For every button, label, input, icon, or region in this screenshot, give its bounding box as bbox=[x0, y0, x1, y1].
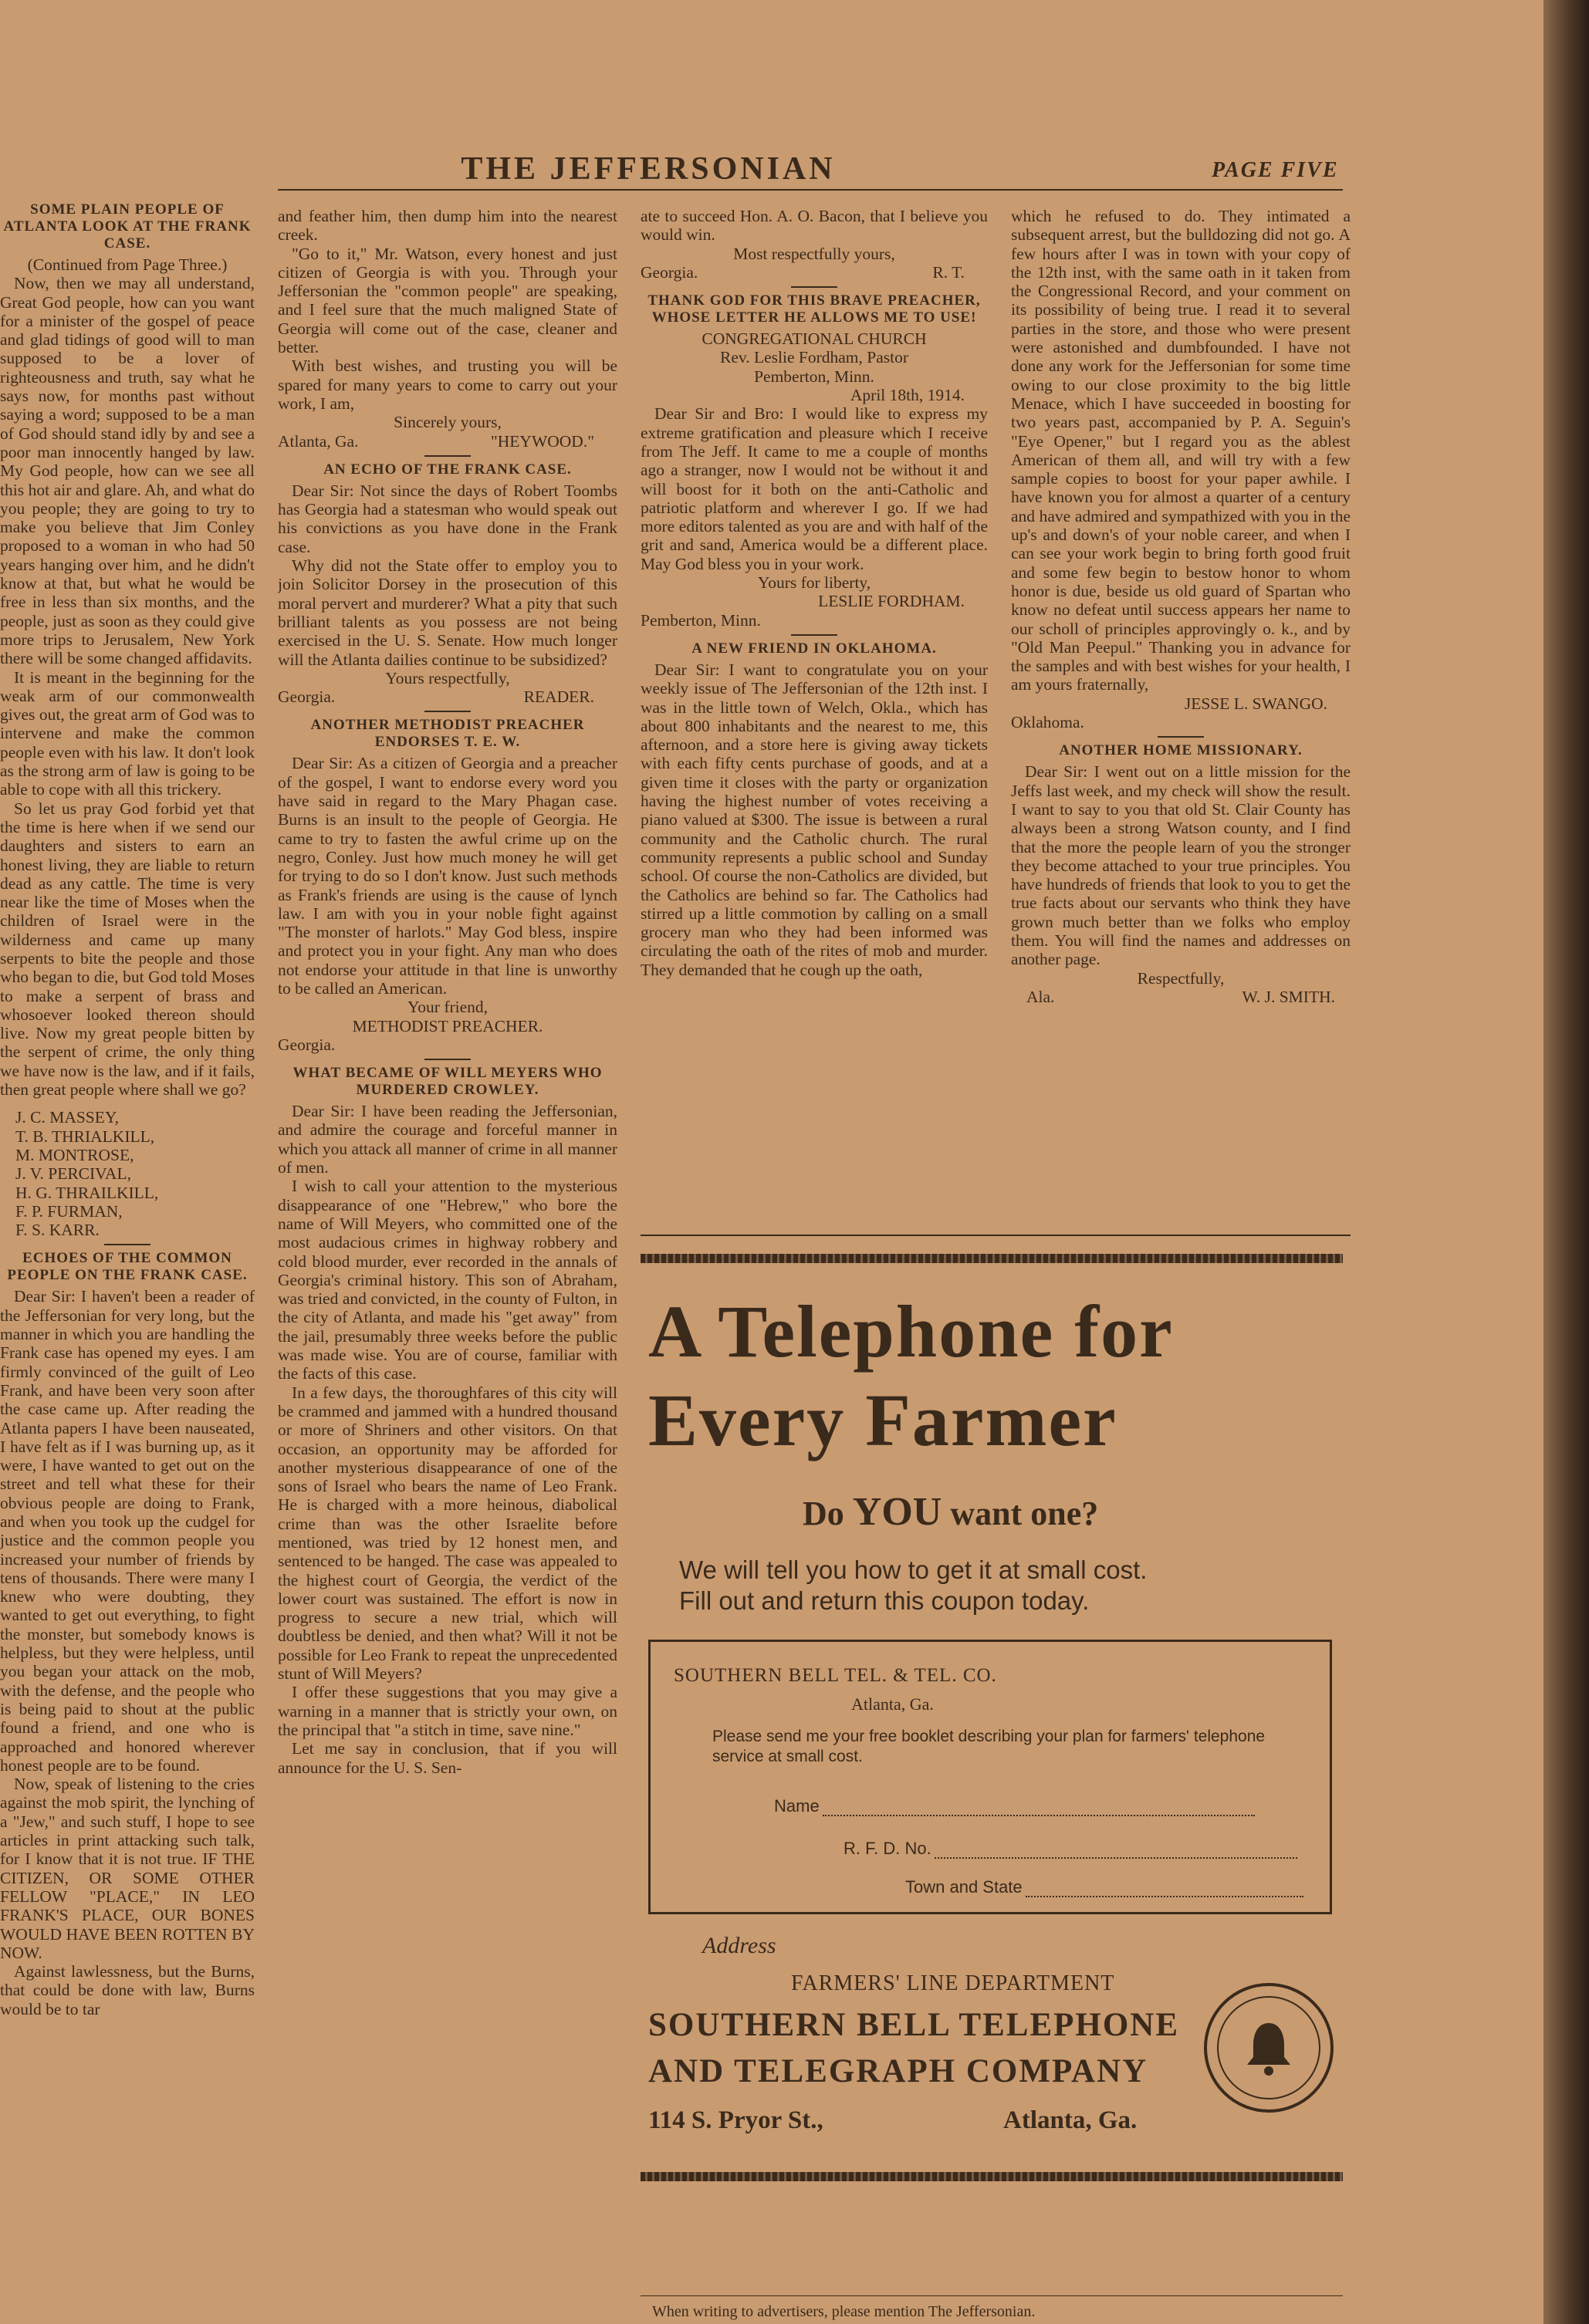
separator bbox=[424, 711, 471, 712]
ad-sub-c: want one? bbox=[942, 1495, 1099, 1532]
town-label: Town and State bbox=[905, 1877, 1023, 1897]
paragraph: Against lawlessness, but the Burns, that could be done with law, Burns would be to tar bbox=[0, 1962, 255, 2018]
paragraph: "Go to it," Mr. Watson, every honest and just citizen of Georgia is with you. Through your Jeffersonian the "common people" are speaking, and I feel sure that the much maligned State of Georgia will come out of the case, cleaner and better. bbox=[278, 244, 617, 357]
paragraph: ate to succeed Hon. A. O. Bacon, that I believe you would win. bbox=[641, 207, 988, 245]
ad-body bbox=[679, 1555, 1297, 1616]
rfd-blank[interactable] bbox=[935, 1843, 1297, 1859]
footer-rule bbox=[641, 2295, 1343, 2296]
column-4 bbox=[1011, 207, 1351, 1241]
signer: H. G. THRAILKILL, bbox=[15, 1183, 159, 1202]
sign-line bbox=[641, 263, 988, 282]
department: FARMERS' LINE DEPARTMENT bbox=[791, 1971, 1115, 1995]
place: Ala. bbox=[1026, 987, 1055, 1006]
place: Georgia. bbox=[641, 262, 698, 282]
paragraph: With best wishes, and trusting you will be spared for many years to come to carry out your work, I am, bbox=[278, 356, 617, 413]
signer: F. P. FURMAN, bbox=[15, 1201, 123, 1221]
paragraph: which he refused to do. They intimated a subsequent arrest, but the bulldozing did not go. A few hours after I was in town with your copy of the 12th inst, with the same oath in it taken from the Congressional Record, and your comment on its possibility of being true. I read it to several parties in the store, and those who were present were astonished and dumbfounded. I have not done any work for the Jeffersonian for some time owing to our close proximity to the big little Menace, which I have succeeded in boosting for two years past, accompanied by P. A. Seguin's "Eye Opener," but I regard you as the ablest American of them all, and will try with a few sample copies to boost for your paper awhile. I have known you for almost a quarter of a century and have admired and sympathized with you in the up's and down's of your noble career, and when I can see your work begin to bring forth good fruit and some few begin to bestow honor to whom honor is due, beside us old guard of Spartan who know no defeat until success appears her name to our scholl of principles approvingly o. k., and by "Old Man Peepul." Thanking you in advance for the samples and with best wishes for your health, I am yours fraternally, bbox=[1011, 207, 1351, 694]
paragraph: Dear Sir and Bro: I would like to express my extreme gratification and pleasure which I receive from The Jeff. It came to me a couple of months ago a stranger, now I would not be without it and will boost for it both on the anti-Catholic and patriotic platform and wherever I go. If we had more editors talented as you are and with half of the grit and sand, America would be a different place. May God bless you in your work. bbox=[641, 404, 988, 573]
signer: T. B. THRIALKILL, bbox=[15, 1127, 155, 1146]
paragraph: It is meant in the beginning for the weak arm of our commonwealth gives out, the great arm of God was to intervene and make the common people even with his law. It don't look as the strong arm of law is going to be able to cope with all this trickery. bbox=[0, 667, 255, 799]
name-label: Name bbox=[774, 1796, 820, 1816]
signer: JESSE L. SWANGO. bbox=[1184, 694, 1327, 713]
separator bbox=[1158, 736, 1204, 738]
article-heading: SOME PLAIN PEOPLE OF ATLANTA LOOK AT THE FRANK CASE. bbox=[3, 201, 252, 252]
signer: F. S. KARR. bbox=[15, 1221, 100, 1240]
ad-border-bottom bbox=[641, 2172, 1343, 2181]
article-heading: AN ECHO OF THE FRANK CASE. bbox=[323, 461, 572, 478]
name-blank[interactable] bbox=[823, 1801, 1255, 1816]
paragraph: I offer these suggestions that you may give a warning in a manner that is strictly your own, on the principal that "a stitch in time, save nine." bbox=[278, 1683, 617, 1739]
article-heading: WHAT BECAME OF WILL MEYERS WHO MURDERED CROWLEY. bbox=[292, 1065, 603, 1099]
letter-date: April 18th, 1914. bbox=[850, 386, 965, 405]
address-label: Address bbox=[702, 1933, 776, 1958]
paragraph: Dear Sir: I went out on a little mission for the Jeffs last week, and my check will show the result. I want to say to you that old St. Clair County has always been a strong Watson county, and I find that the more the people learn of you the stronger they become attached to your true principles. You have hundreds of friends that look to you to get the true facts about our servants who think they have grown much better than we folks who employ them. You will find the names and addresses on another page. bbox=[1011, 762, 1351, 969]
paragraph: So let us pray God forbid yet that the time is here when if we send our daughters and sisters to earn an honest living, they are liable to return dead as any cattle. The time is very near like the time of Moses when the children of Israel were in the wilderness and came up many serpents to bite the people and those who began to die, but God told Moses to make a serpent of brass and whosoever looked thereon should live. Now my great people bitten by the serpent of crime, the only thing we have now is the law, and if it fails, then great people where shall we go? bbox=[0, 799, 255, 1100]
rfd-label: R. F. D. No. bbox=[844, 1839, 931, 1858]
separator bbox=[791, 286, 837, 288]
company-name-1: SOUTHERN BELL TELEPHONE bbox=[648, 2007, 1180, 2043]
signer: "HEYWOOD." bbox=[491, 431, 594, 451]
coupon-city: Atlanta, Ga. bbox=[851, 1694, 934, 1714]
sign-line bbox=[278, 687, 617, 706]
signer: J. C. MASSEY, bbox=[15, 1108, 120, 1127]
paragraph: I wish to call your attention to the mysterious disappearance of one "Hebrew," who bore the name of Will Meyers, who committed one of the most audacious crimes in highway robbery and cold blood murder, ever recorded in the annals of Georgia's criminal history. This son of Abraham, was tried and convicted, in the county of Fulton, in the city of Atlanta, and made his "get away" from the jail, presumably three weeks before the public was made wise. You are of course, familiar with the facts of this case. bbox=[278, 1177, 617, 1383]
separator bbox=[104, 1244, 150, 1245]
church-name: CONGREGATIONAL CHURCH bbox=[702, 329, 927, 349]
town: Pemberton, Minn. bbox=[754, 367, 874, 386]
signers-list bbox=[0, 1108, 255, 1239]
continued-note: (Continued from Page Three.) bbox=[27, 255, 228, 274]
closing: Your friend, bbox=[407, 998, 489, 1017]
paragraph: Let me say in conclusion, that if you will announce for the U. S. Sen- bbox=[278, 1739, 617, 1777]
sign-line bbox=[1011, 988, 1351, 1006]
article-heading: THANK GOD FOR THIS BRAVE PREACHER, WHOSE LETTER HE ALLOWS ME TO USE! bbox=[647, 292, 981, 326]
signer: METHODIST PREACHER. bbox=[352, 1016, 543, 1035]
article-heading: A NEW FRIEND IN OKLAHOMA. bbox=[691, 640, 937, 657]
sign-line bbox=[278, 432, 617, 451]
company-name-2: AND TELEGRAPH COMPANY bbox=[648, 2053, 1148, 2089]
page-number: PAGE FIVE bbox=[1212, 158, 1339, 182]
place: Oklahoma. bbox=[1011, 713, 1084, 732]
signer: R. T. bbox=[932, 262, 965, 282]
separator bbox=[791, 634, 837, 636]
paragraph: Why did not the State offer to employ you to join Solicitor Dorsey in the prosecution of this moral pervert and murderer? What a pity that such brilliant talents as you possess are not being exercised in the U. S. Senate. How much longer will the Atlanta dailies continue to be subsidized? bbox=[278, 556, 617, 669]
street-address: 114 S. Pryor St., bbox=[648, 2106, 823, 2134]
separator bbox=[424, 1059, 471, 1060]
masthead-rule bbox=[278, 189, 1343, 191]
bell-seal-inner bbox=[1217, 1996, 1320, 2099]
closing: Yours for liberty, bbox=[757, 573, 871, 593]
place: Pemberton, Minn. bbox=[641, 610, 761, 630]
signer: LESLIE FORDHAM. bbox=[818, 592, 965, 611]
company-city: Atlanta, Ga. bbox=[1003, 2106, 1138, 2134]
closing: Sincerely yours, bbox=[394, 413, 502, 432]
signer: W. J. SMITH. bbox=[1242, 987, 1335, 1006]
bell-icon bbox=[1238, 2017, 1300, 2079]
town-blank[interactable] bbox=[1026, 1882, 1303, 1897]
paragraph: Now, then we may all understand, Great God people, how can you want for a minister of the gospel of peace and glad tidings of good will to man supposed to be a lover of righteousness and truth, say what he says now, for months past without saying a word; supposed to be a man of God should stand idly by and see a poor man innocently hanged by law. My God people, how can we see all this hot air and glare. Ah, and what do you people; they are going to try to make you believe that Jim Conley proposed to a woman in who had 50 years hanging over him, and he didn't know at that, but what he would be free in less than six months, and the people, just as soon as they could give more trips to Jerusalem, New York there will be some changed affidavits. bbox=[0, 274, 255, 668]
paragraph: Now, speak of listening to the cries against the mob spirit, the lynching of a "Jew," and such stuff, I hope to see articles in print attacking such talk, for I know that it is not true. IF THE CITIZEN, OR SOME OTHER FELLOW "PLACE," IN LEO FRANK'S PLACE, OUR BONES WOULD HAVE BEEN ROTTEN BY NOW. bbox=[0, 1775, 255, 1962]
article-heading: ANOTHER HOME MISSIONARY. bbox=[1059, 742, 1303, 759]
place: Atlanta, Ga. bbox=[278, 431, 359, 451]
paragraph: Dear Sir: I want to congratulate you on your weekly issue of The Jeffersonian of the 12th inst. I was in the little town of Welch, Okla., which has about 800 inhabitants and the nearest to me, this afternoon, and a store here is giving away tickets with each fifty cents purchase of goods, and at a given time it closes with the party or organization having the highest number of votes receiving a piano valued at $300. The issue is between a rural community and the Catholic church. The rural community represents a public school and Sunday school. Of course the non-Catholics are divided, but the Catholics are behind so far. The Catholics had stirred up a little commotion by calling on a small grocery man who they had been informed was circulating the oath of the rites of mob and murder. They demanded that he cough up the oath, bbox=[641, 660, 988, 979]
ad-sub-b: YOU bbox=[852, 1490, 942, 1534]
ad-sub-a: Do bbox=[803, 1495, 853, 1532]
paragraph: In a few days, the thoroughfares of this city will be crammed and jammed with a hundred thousand or more of Shriners and other visitors. On that occasion, an opportunity may be afforded for another mysterious disappearance of one of the sons of Israel who bears the name of Leo Frank. He is charged with a more heinous, diabolical crime than was the other Israelite before mentioned, was tried by 12 honest men, and sentenced to be hanged. The case was appealed to the highest court of Georgia, the verdict of the lower court was sustained. The effort is now in progress to secure a new trial, which will doubtless be denied, and then what? Will it not be possible for Leo Frank to repeat the unprecedented stunt of Will Meyers? bbox=[278, 1383, 617, 1684]
closing: Respectfully, bbox=[1137, 968, 1225, 988]
town-field[interactable] bbox=[905, 1877, 1303, 1897]
ad-top-rule bbox=[641, 1235, 1351, 1236]
coupon-text: Please send me your free booklet describing your plan for farmers' telephone service at small cost. bbox=[712, 1728, 1266, 1765]
column-2 bbox=[278, 207, 617, 2309]
telephone-advertisement bbox=[641, 1254, 1343, 2292]
footer-note: When writing to advertisers, please mention The Jeffersonian. bbox=[652, 2303, 1036, 2320]
paragraph: Dear Sir: I haven't been a reader of the Jeffersonian for very long, but the manner in which you are handling the Frank case has opened my eyes. I am firmly convinced of the guilt of Leo Frank, and have been very soon after the case came up. After reading the Atlanta papers I have been nauseated, I have felt as if I was burning up, as it were, I have wanted to get out on the street and tell what these for their obvious people are doing to Frank, and when you took up the cudgel for justice and the common people you increased your number of friends by tens of thousands. There were many I knew who were doubting, they wanted to get out everything, to fight the monster, but somebody knows is helpless, but they were helpless, until you began your attack on the mob, with the defense, and the people who is being paid to shout at the public found a friend, and one who is approached and honored wherever honest people are to be found. bbox=[0, 1287, 255, 1775]
signer: M. MONTROSE, bbox=[15, 1145, 134, 1164]
paragraph: Dear Sir: As a citizen of Georgia and a preacher of the gospel, I want to endorse every word you have said in regard to the Mary Phagan case. Burns is an insult to the people of Georgia. He came to try to fasten the awful crime up on the negro, Conley. Just how much money he will get for trying to do so I don't know. Just such methods as Frank's friends are using is the cause of lynch law. I am with you in your noble fight against "The monster of harlots." May God bless, inspire and protect you in your fight. Any man who does not endorse your attitude in that line is unworthy to be called an American. bbox=[278, 754, 617, 998]
ad-subheadline bbox=[803, 1489, 1098, 1535]
column-1 bbox=[0, 197, 255, 2311]
column-3 bbox=[641, 207, 988, 1241]
signer: READER. bbox=[523, 687, 594, 707]
coupon-form bbox=[648, 1640, 1332, 1914]
paragraph: Dear Sir: Not since the days of Robert Toombs has Georgia had a statesman who would speak out his convictions as you have done in the Frank case. bbox=[278, 481, 617, 556]
separator bbox=[424, 455, 471, 457]
rfd-field[interactable] bbox=[844, 1839, 1297, 1859]
article-heading: ANOTHER METHODIST PREACHER ENDORSES T. E. W. bbox=[310, 717, 585, 751]
closing: Yours respectfully, bbox=[385, 668, 510, 687]
closing: Most respectfully yours, bbox=[733, 244, 895, 263]
place: Georgia. bbox=[278, 1035, 336, 1054]
article-heading: ECHOES OF THE COMMON PEOPLE ON THE FRANK CASE. bbox=[7, 1250, 248, 1284]
pastor-name: Rev. Leslie Fordham, Pastor bbox=[719, 348, 909, 367]
place: Georgia. bbox=[278, 687, 336, 707]
name-field[interactable] bbox=[774, 1796, 1255, 1816]
bell-logo-icon bbox=[1204, 1983, 1334, 2113]
paragraph: Dear Sir: I have been reading the Jeffersonian, and admire the courage and forceful manner in which you attack all manner of crime in all manner of men. bbox=[278, 1102, 617, 1177]
ad-body-line-1: We will tell you how to get it at small cost. bbox=[679, 1556, 1148, 1584]
ad-headline-1: A Telephone for bbox=[648, 1290, 1174, 1373]
ad-border-top bbox=[641, 1254, 1343, 1263]
coupon-recipient: SOUTHERN BELL TEL. & TEL. CO. bbox=[674, 1665, 997, 1686]
book-spine bbox=[1543, 0, 1589, 2324]
paragraph: and feather him, then dump him into the nearest creek. bbox=[278, 207, 617, 245]
masthead-title: THE JEFFERSONIAN bbox=[461, 151, 836, 187]
ad-body-line-2: Fill out and return this coupon today. bbox=[679, 1586, 1090, 1615]
signer: J. V. PERCIVAL, bbox=[15, 1164, 131, 1184]
ad-headline-2: Every Farmer bbox=[648, 1379, 1117, 1461]
